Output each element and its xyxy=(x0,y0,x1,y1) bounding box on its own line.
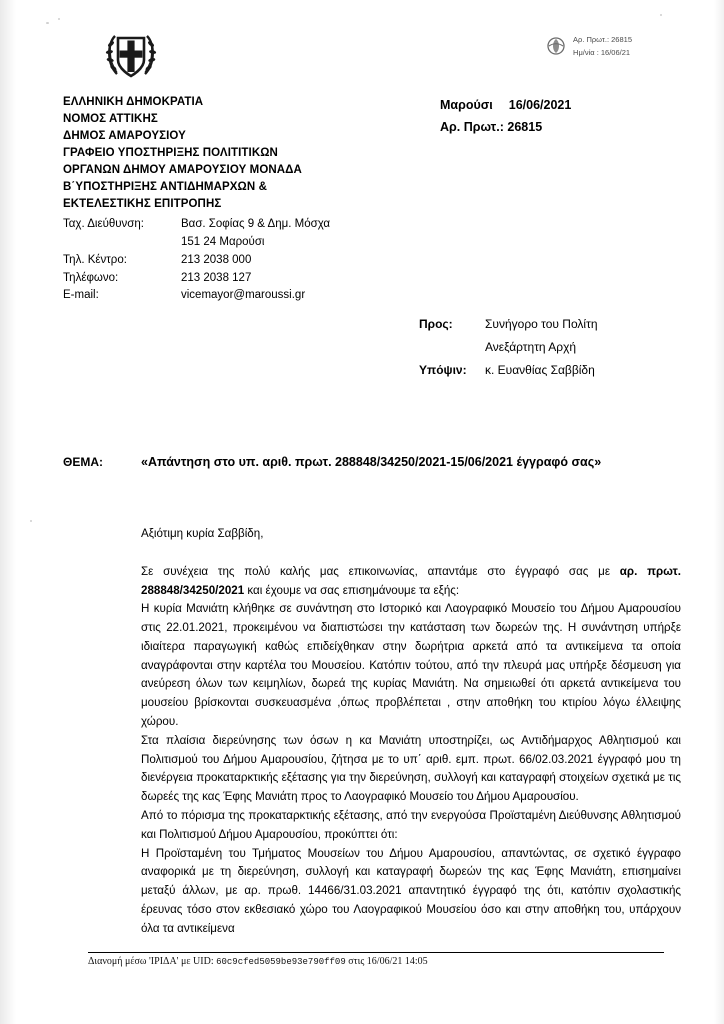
footer-uid: 60c9cfed5059be93e790ff09 xyxy=(216,957,346,967)
contact-row xyxy=(63,216,373,234)
contact-value: 213 2038 127 xyxy=(181,271,252,284)
sender-contact-list xyxy=(63,216,373,305)
recipient-block xyxy=(419,317,598,386)
protocol-value: 26815 xyxy=(507,119,543,134)
body-paragraph-1 xyxy=(141,563,681,601)
contact-label: Ταχ. Διεύθυνση: xyxy=(63,218,144,231)
para1-bold-reference: αρ. πρωτ. 288848/34250/2021 xyxy=(141,564,681,597)
subject-label: ΘΕΜΑ: xyxy=(63,455,103,469)
para1-pre: Σε συνέχεια της πολύ καλής μας επικοινωνίας, απαντάμε στο έγγραφό σας με xyxy=(141,564,620,578)
contact-value-email: vicemayor@maroussi.gr xyxy=(181,289,306,302)
recipient-attn-value: κ. Ευανθίας Σαββίδη xyxy=(485,363,595,377)
recipient-to-value: Συνήγορο του Πολίτη xyxy=(485,317,598,331)
sender-org-line-5: ΟΡΓΑΝΩΝ ΔΗΜΟΥ ΑΜΑΡΟΥΣΙΟΥ ΜΟΝΑΔΑ xyxy=(63,164,302,177)
sender-org-line-2: ΝΟΜΟΣ ΑΤΤΙΚΗΣ xyxy=(63,113,158,126)
sender-org-line-1: ΕΛΛΗΝΙΚΗ ΔΗΜΟΚΡΑΤΙΑ xyxy=(63,96,204,108)
contact-label xyxy=(63,234,181,252)
body-paragraph-2: Η κυρία Μανιάτη κλήθηκε σε συνάντηση στο Ιστορικό και Λαογραφικό Μουσείο του Δήμου Αμαρουσίου στις 22.01.2021, προκειμένου να διαπιστώσει την κατάσταση των δωρεών της. Η συνάντηση υπήρξε ιδιαίτερα παραγωγική καθώς επιδείχθηκαν στην δωρήτρια αρκετά από τα αντικείμενα τα οποία αναγράφονται στην καρτέλα του Μουσείου. Κατόπιν τούτου, από την πλευρά μας υπήρξε δέσμευση για ανεύρεση όλων των κειμηλίων, δωρεά της κυρίας Μανιάτη. Να σημειωθεί ότι αρκετά αντικείμενα του μουσείου βρίσκονται συσκευασμένα ,όπως προβλέπεται , στην αποθήκη του κτιρίου λόγω έλλειψης χώρου. xyxy=(141,602,681,729)
iris-seal-icon xyxy=(547,36,567,58)
contact-row xyxy=(63,234,373,252)
hellenic-republic-coat-of-arms-icon xyxy=(105,26,157,82)
letter-body xyxy=(141,525,681,938)
recipient-to-row-secondary xyxy=(419,340,598,354)
contact-label: E-mail: xyxy=(63,289,99,302)
recipient-attn-label: Υπόψιν: xyxy=(419,363,467,377)
contact-value: 213 2038 000 xyxy=(181,253,252,266)
sender-org-line-3: ΔΗΜΟΣ ΑΜΑΡΟΥΣΙΟΥ xyxy=(63,130,186,143)
protocol-label: Αρ. Πρωτ.: xyxy=(440,119,504,134)
contact-label: Τηλ. Κέντρο: xyxy=(63,253,127,266)
sender-org-line-6: Β΄ΥΠΟΣΤΗΡΙΞΗΣ ΑΝΤΙΔΗΜΑΡΧΩΝ & xyxy=(63,181,267,194)
contact-row-email xyxy=(63,287,373,305)
document-footer xyxy=(88,952,664,967)
scan-speck xyxy=(660,14,662,16)
scan-speck xyxy=(30,520,32,522)
protocol-stamp xyxy=(547,33,632,59)
recipient-to-label: Προς: xyxy=(419,317,453,331)
contact-value: Βασ. Σοφίας 9 & Δημ. Μόσχα xyxy=(181,218,331,231)
sender-org-line-4: ΓΡΑΦΕΙΟ ΥΠΟΣΤΗΡΙΞΗΣ ΠΟΛΙΤΙΤΙΚΩΝ xyxy=(63,147,278,160)
recipient-to-row xyxy=(419,317,598,331)
contact-row xyxy=(63,252,373,270)
body-paragraph-3: Στα πλαίσια διερεύνησης των όσων η κα Μανιάτη υποστηρίζει, ως Αντιδήμαρχος Αθλητισμού και Πολιτισμού του Δήμου Αμαρουσίου, ζήτησα με το υπ΄ αριθ. εμπ. πρωτ. 66/02.03.2021 έγγραφό μου τη διενέργεια προκαταρκτικής εξέτασης για την διερεύνηση, συλλογή και καταγραφή στοιχείων σχετικά με τις δωρεές της κας Έφης Μανιάτη προς το Λαογραφικό Μουσείο του Δήμου Αμαρουσίου. xyxy=(141,733,681,804)
contact-row xyxy=(63,270,373,288)
scan-speck xyxy=(58,18,60,20)
subject-block xyxy=(63,455,684,469)
stamp-date: Ημ/νία : 16/06/21 xyxy=(573,48,631,58)
para1-post: και έχουμε να σας επισημάνουμε τα εξής: xyxy=(244,583,460,597)
sender-block xyxy=(63,94,373,305)
footer-distribution-text: Διανομή μέσω 'ΙΡΙΔΑ' με UID: xyxy=(88,956,217,967)
footer-timestamp: στις 16/06/21 14:05 xyxy=(345,956,428,967)
place-label: Μαρούσι xyxy=(440,98,493,112)
sender-org-line-7: ΕΚΤΕΛΕΣΤΙΚΗΣ ΕΠΙΤΡΟΠΗΣ xyxy=(63,198,222,211)
body-paragraph-4: Από το πόρισμα της προκαταρκτικής εξέτασης, από την ενεργούσα Προϊσταμένη Διεύθυνσης Αθλητισμού και Πολιτισμού Δήμου Αμαρουσίου, προκύπτει ότι: xyxy=(141,808,681,841)
stamp-protocol-number: Αρ. Πρωτ.: 26815 xyxy=(573,35,632,44)
contact-label: Τηλέφωνο: xyxy=(63,271,119,284)
recipient-attn-row xyxy=(419,363,598,377)
subject-text: «Απάντηση στο υπ. αριθ. πρωτ. 288848/34250/2021-15/06/2021 έγγραφό σας» xyxy=(141,455,602,469)
salutation: Αξιότιμη κυρία Σαββίδη, xyxy=(141,527,264,540)
body-paragraph-5: Η Προϊσταμένη του Τμήματος Μουσείων του Δήμου Αμαρουσίου, απαντώντας, σε σχετικό έγγραφο αναφορικά με τη διερεύνηση, συλλογή και καταγραφή δωρεών της κας Έφης Μανιάτη, επισημαίνει μεταξύ άλλων, με αρ. πρωθ. 14466/31.03.2021 απαντητικό έγγραφό της ότι, κατόπιν σχολαστικής έρευνας τόσο στον εκθεσιακό χώρο του Λαογραφικού Μουσείου όσο και στην αποθήκη του, υπάρχουν όλα τα αντικείμενα xyxy=(141,846,681,935)
date-value: 16/06/2021 xyxy=(508,98,572,112)
place-and-date-block xyxy=(440,95,571,139)
recipient-authority: Ανεξάρτητη Αρχή xyxy=(485,340,577,354)
scan-speck xyxy=(46,22,49,24)
contact-value: 151 24 Μαρούσι xyxy=(181,235,265,248)
